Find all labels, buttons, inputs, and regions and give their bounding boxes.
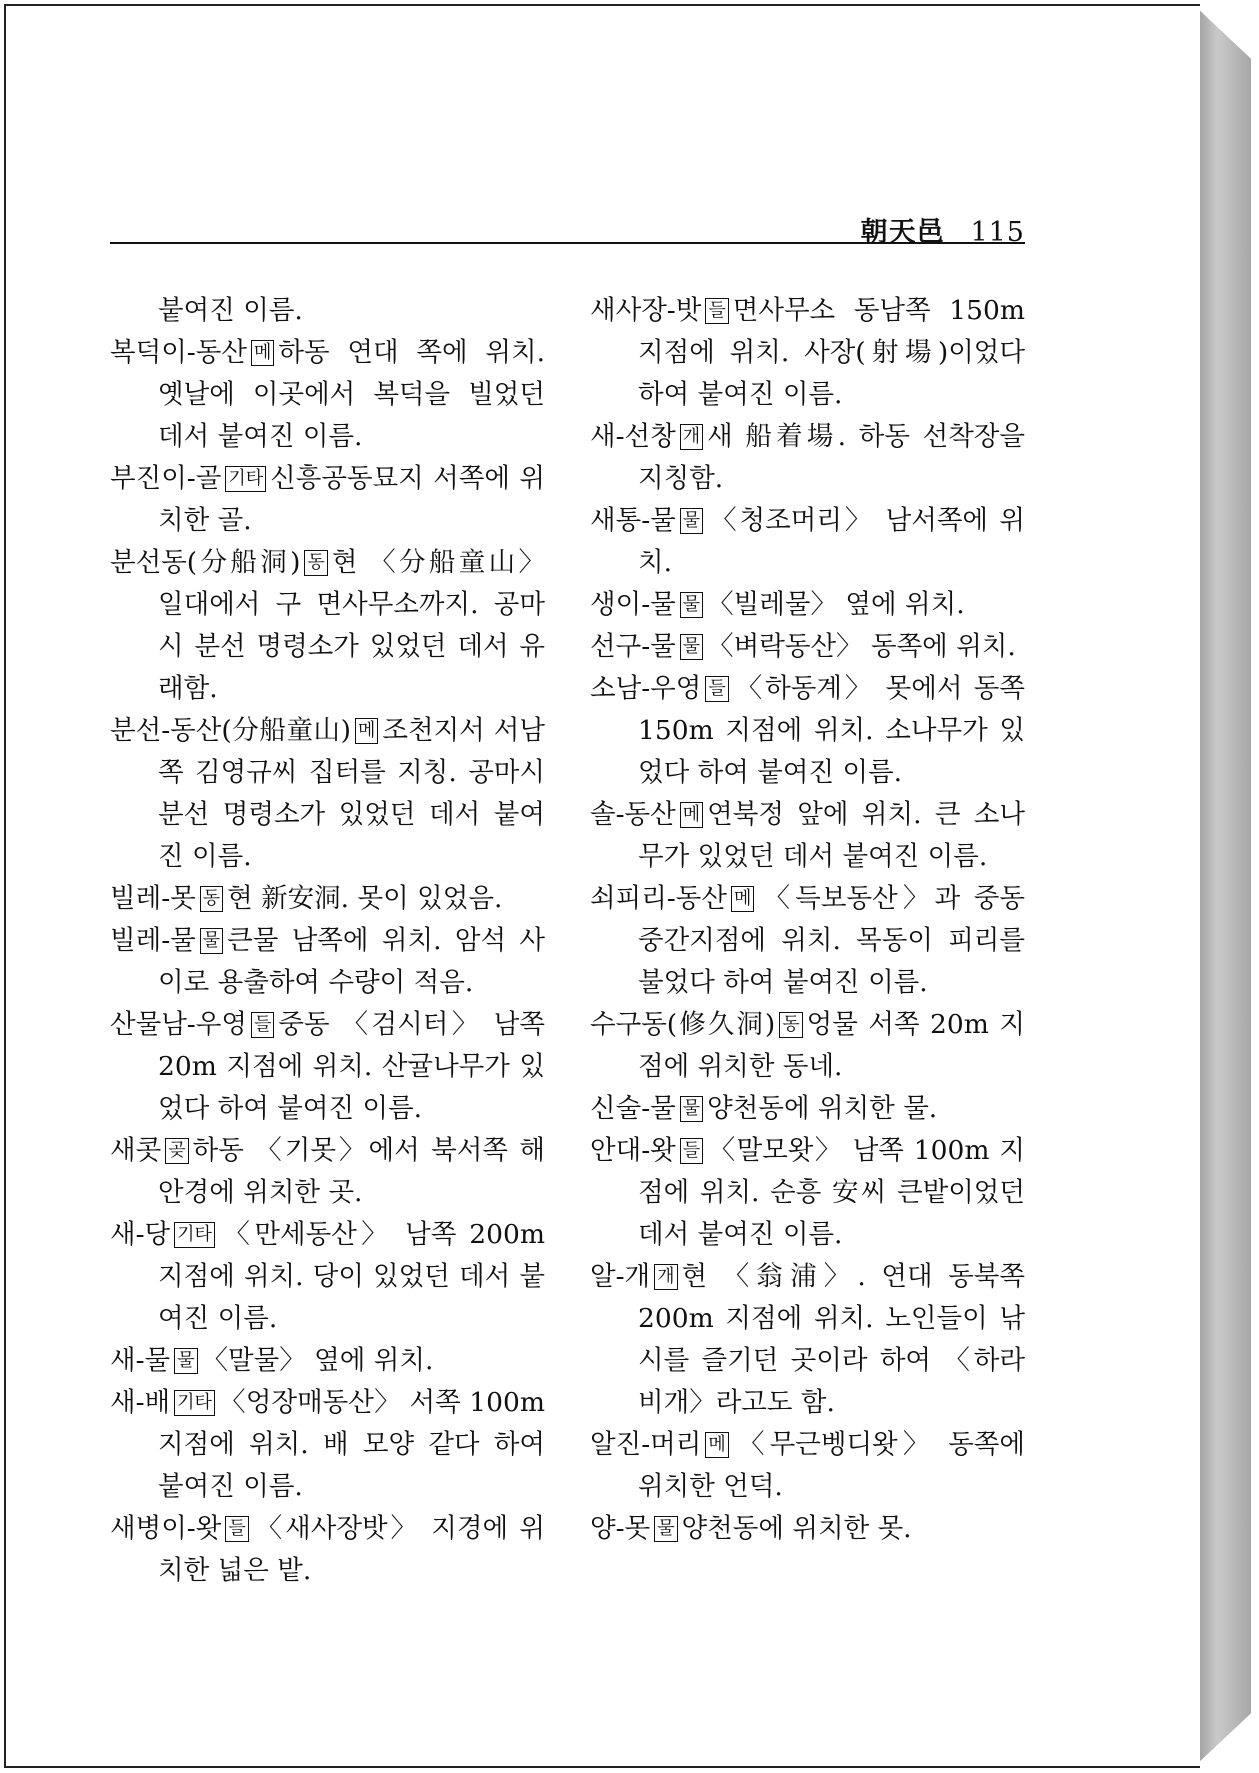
- entry-headword: 산물남-우영: [110, 1009, 247, 1040]
- dictionary-entry: [590, 1256, 1025, 1424]
- dictionary-entry: [110, 290, 545, 332]
- entry-headword: 새-선창: [590, 421, 676, 452]
- entry-description: 신흥공동묘지 서쪽에 위치한 골.: [158, 463, 545, 536]
- dictionary-entry: [590, 584, 1025, 626]
- dictionary-entry: [110, 878, 545, 920]
- dictionary-entry: [590, 878, 1025, 1004]
- entry-description: 〈말물〉 옆에 위치.: [201, 1345, 434, 1376]
- page-number: 115: [970, 217, 1025, 248]
- dictionary-entry: [590, 500, 1025, 584]
- entry-headword: 생이-물: [590, 589, 676, 620]
- category-tag: 들: [225, 1516, 248, 1542]
- entry-headword: 알진-머리: [590, 1429, 702, 1460]
- entry-headword: 빌레-물: [110, 925, 196, 956]
- entry-description: 〈무근벵디왓〉 동쪽에 위치한 언덕.: [638, 1429, 1025, 1502]
- category-tag: 들: [251, 1012, 274, 1038]
- category-tag: 물: [680, 1096, 703, 1122]
- entry-description: 면사무소 동남쪽 150m 지점에 위치. 사장(射場)이었다 하여 붙여진 이름.: [638, 295, 1025, 410]
- entry-headword: 복덕이-동산: [110, 337, 247, 368]
- dictionary-entry: [590, 668, 1025, 794]
- entry-headword: 새-물: [110, 1345, 171, 1376]
- entry-headword: 알-개: [590, 1261, 651, 1292]
- category-tag: 동: [304, 550, 327, 576]
- dictionary-entry: [110, 1340, 545, 1382]
- entry-description: 〈만세동산〉 남쪽 200m 지점에 위치. 당이 있었던 데서 붙여진 이름.: [158, 1219, 545, 1334]
- dictionary-entry: [110, 332, 545, 458]
- category-tag: 들: [705, 298, 728, 324]
- category-tag: 물: [174, 1348, 197, 1374]
- entry-description: 조천지서 서남쪽 김영규씨 집터를 지칭. 공마시 분선 명령소가 있었던 데서 붙여진 이름.: [158, 715, 545, 872]
- category-tag: 기타: [174, 1390, 215, 1416]
- entry-description: 〈빌레물〉 옆에 위치.: [707, 589, 965, 620]
- entry-description: 〈엉장매동산〉 서쪽 100m 지점에 위치. 배 모양 같다 하여 붙여진 이름.: [158, 1387, 545, 1502]
- entry-headword: 신술-물: [590, 1093, 676, 1124]
- category-tag: 물: [680, 634, 703, 660]
- dictionary-entry: [590, 626, 1025, 668]
- dictionary-entry: [590, 1508, 1025, 1550]
- page-header: [110, 210, 1025, 248]
- entry-description: 하동 연대 쪽에 위치. 옛날에 이곳에서 복덕을 빌었던 데서 붙여진 이름.: [158, 337, 545, 452]
- entry-headword: 새통-물: [590, 505, 676, 536]
- entry-headword: 분선동(分船洞): [110, 547, 301, 578]
- entry-description: 〈새사장밧〉 지경에 위치한 넓은 밭.: [158, 1513, 545, 1586]
- dictionary-entry: [110, 710, 545, 878]
- category-tag: 물: [680, 592, 703, 618]
- category-tag: 곶: [165, 1138, 188, 1164]
- category-tag: 메: [705, 1432, 728, 1458]
- dictionary-entry: [590, 1004, 1025, 1088]
- dictionary-entry: [110, 542, 545, 710]
- dictionary-entry: [110, 458, 545, 542]
- entry-description: 현 〈分船童山〉 일대에서 구 면사무소까지. 공마시 분선 명령소가 있었던 데서 유래함.: [158, 547, 545, 704]
- dictionary-entry: [110, 1508, 545, 1592]
- dictionary-entry: [590, 290, 1025, 416]
- dictionary-entry: [590, 416, 1025, 500]
- book-edge: [1195, 6, 1251, 1766]
- entry-description: 〈말모왓〉 남쪽 100m 지점에 위치. 순흥 安씨 큰밭이었던 데서 붙여진 이름.: [638, 1135, 1025, 1250]
- category-tag: 기타: [174, 1222, 215, 1248]
- entry-description: 붙여진 이름.: [158, 295, 303, 326]
- place-name: 朝天邑: [860, 217, 945, 248]
- dictionary-entry: [110, 1382, 545, 1508]
- entry-headword: 새-당: [110, 1219, 171, 1250]
- category-tag: 들: [680, 1138, 703, 1164]
- right-column: [590, 290, 1025, 1550]
- dictionary-entry: [590, 1088, 1025, 1130]
- entry-description: 큰물 남쪽에 위치. 암석 사이로 용출하여 수량이 적음.: [158, 925, 545, 998]
- entry-description: 〈하동계〉 못에서 동쪽 150m 지점에 위치. 소나무가 있었다 하여 붙여진 이름.: [638, 673, 1025, 788]
- entry-description: 중동 〈검시터〉 남쪽 20m 지점에 위치. 산귤나무가 있었다 하여 붙여진 이름.: [158, 1009, 545, 1124]
- category-tag: 기타: [225, 466, 266, 492]
- entry-headword: 소남-우영: [590, 673, 702, 704]
- entry-headword: 수구동(修久洞): [590, 1009, 776, 1040]
- entry-description: 〈청조머리〉 남서쪽에 위치.: [638, 505, 1025, 578]
- category-tag: 메: [251, 340, 274, 366]
- left-column: [110, 290, 545, 1592]
- entry-description: 현 新安洞. 못이 있었음.: [227, 883, 503, 914]
- category-tag: 물: [200, 928, 223, 954]
- category-tag: 들: [705, 676, 728, 702]
- category-tag: 메: [731, 886, 754, 912]
- dictionary-entry: [590, 1424, 1025, 1508]
- category-tag: 개: [654, 1264, 677, 1290]
- entry-headword: 새병이-왓: [110, 1513, 222, 1544]
- header-rule: [110, 242, 1025, 244]
- dictionary-entry: [110, 1004, 545, 1130]
- category-tag: 물: [654, 1516, 677, 1542]
- entry-description: 연북정 앞에 위치. 큰 소나무가 있었던 데서 붙여진 이름.: [638, 799, 1025, 872]
- entry-headword: 분선-동산(分船童山): [110, 715, 351, 746]
- dictionary-entry: [110, 920, 545, 1004]
- entry-headword: 부진이-골: [110, 463, 222, 494]
- entry-description: 하동 〈기못〉에서 북서쪽 해안경에 위치한 곳.: [158, 1135, 545, 1208]
- entry-headword: 새-배: [110, 1387, 171, 1418]
- category-tag: 동: [779, 1012, 802, 1038]
- entry-description: 엉물 서쪽 20m 지점에 위치한 동네.: [638, 1009, 1025, 1082]
- entry-description: 현 〈翁浦〉. 연대 동북쪽 200m 지점에 위치. 노인들이 낚시를 즐기던 곳이라 하여 〈하라비개〉라고도 함.: [638, 1261, 1025, 1418]
- entry-headword: 쇠피리-동산: [590, 883, 727, 914]
- category-tag: 물: [680, 508, 703, 534]
- entry-headword: 솔-동산: [590, 799, 676, 830]
- entry-description: 양천동에 위치한 물.: [707, 1093, 938, 1124]
- dictionary-entry: [110, 1214, 545, 1340]
- entry-headword: 양-못: [590, 1513, 651, 1544]
- entry-headword: 새콧: [110, 1135, 162, 1166]
- entry-description: 새 船着場. 하동 선착장을 지칭함.: [638, 421, 1025, 494]
- category-tag: 메: [355, 718, 378, 744]
- category-tag: 메: [680, 802, 703, 828]
- dictionary-entry: [590, 1130, 1025, 1256]
- category-tag: 개: [680, 424, 703, 450]
- dictionary-entry: [110, 1130, 545, 1214]
- entry-headword: 안대-왓: [590, 1135, 676, 1166]
- entry-headword: 선구-물: [590, 631, 676, 662]
- entry-headword: 빌레-못: [110, 883, 196, 914]
- entry-description: 〈득보동산〉과 중동 중간지점에 위치. 목동이 피리를 불었다 하여 붙여진 이름.: [638, 883, 1025, 998]
- dictionary-entry: [590, 794, 1025, 878]
- entry-description: 〈벼락동산〉 동쪽에 위치.: [707, 631, 1016, 662]
- category-tag: 동: [200, 886, 223, 912]
- entry-description: 양천동에 위치한 못.: [681, 1513, 912, 1544]
- entry-headword: 새사장-밧: [590, 295, 702, 326]
